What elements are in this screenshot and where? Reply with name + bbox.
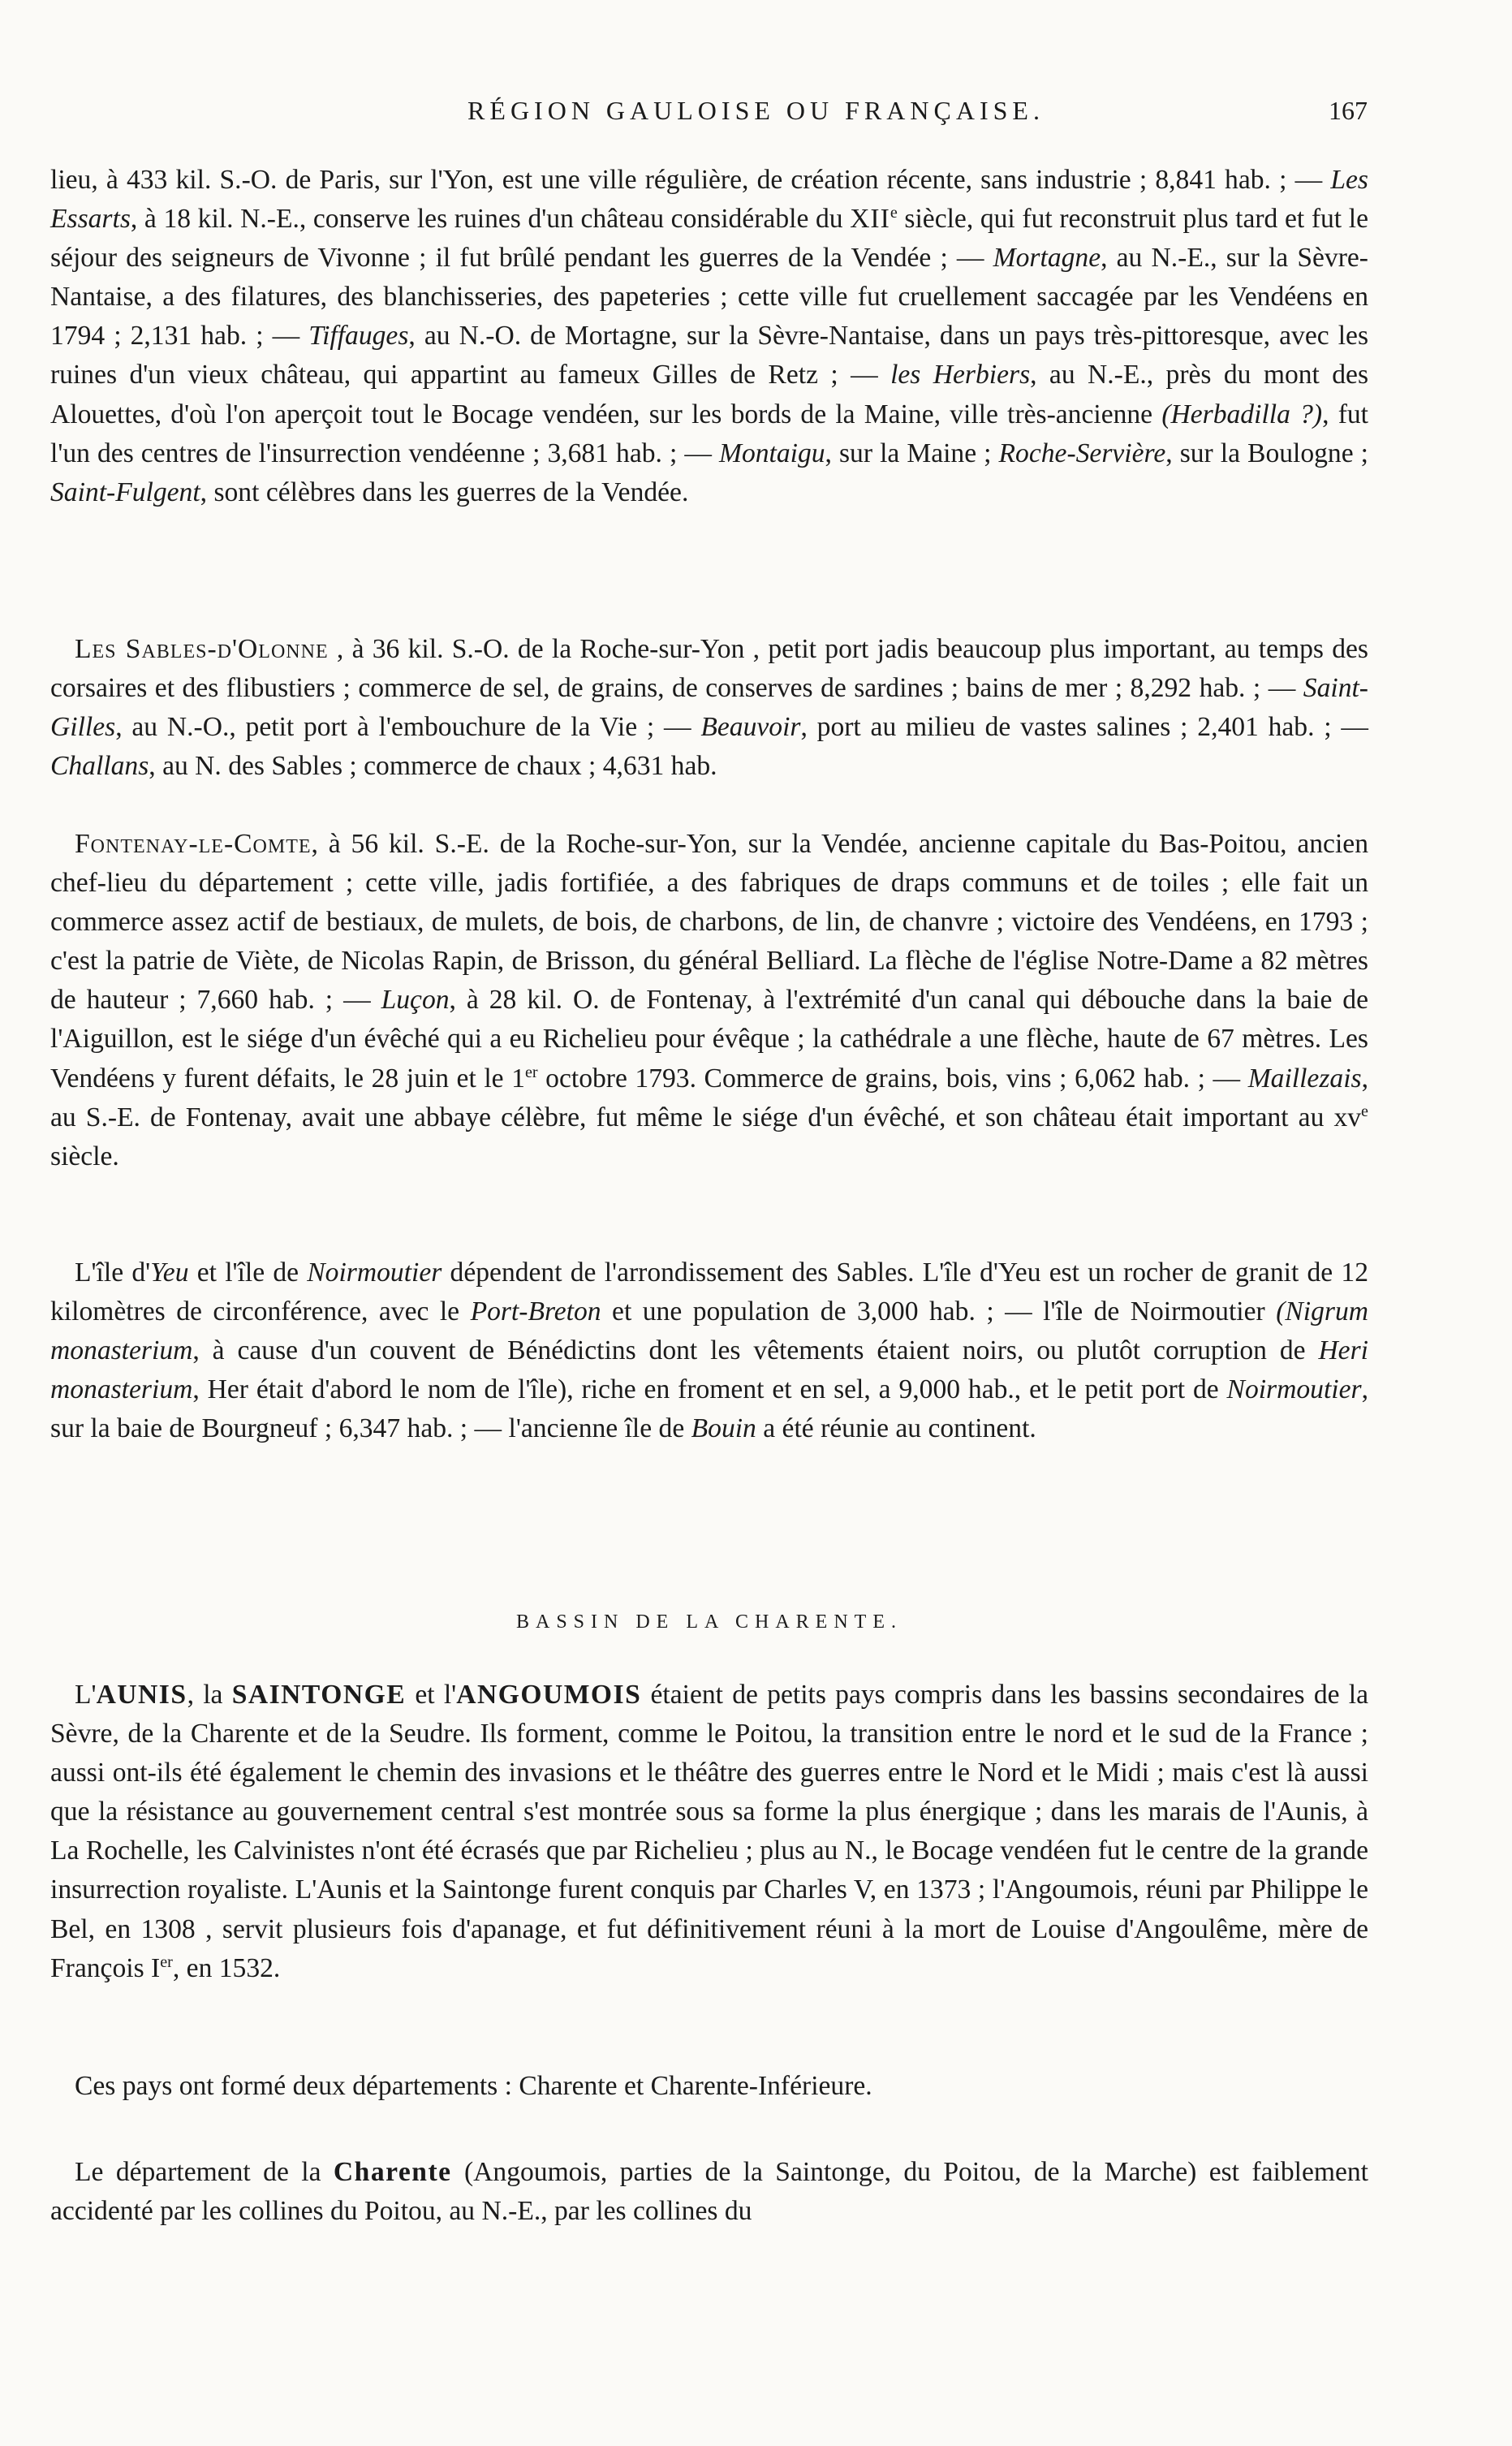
paragraph-aunis-saintonge-angoumois: L'AUNIS, la SAINTONGE et l'ANGOUMOIS étaient de petits pays compris dans les bassins secondaires de la Sèvre, de la Charente et de la Seudre. Ils forment, comme le Poitou, la transition entre le nord et le sud de la France ; aussi ont-ils été également le chemin des invasions et le théâtre des guerres entre le Nord et le Midi ; mais c'est là aussi que la résistance au gouvernement central s'est montrée sous sa forme la plus énergique ; dans les marais de l'Aunis, à La Rochelle, les Calvinistes n'ont été écrasés que par Richelieu ; plus au N., le Bocage vendéen fut le centre de la grande insurrection royaliste. L'Aunis et la Saintonge furent conquis par Charles V, en 1373 ; l'Angoumois, réuni par Philippe le Bel, en 1308 , servit plusieurs fois d'apanage, et fut définitivement réuni à la mort de Louise d'Angoulême, mère de François Ier, en 1532. [50,1680,1369,1983]
paragraph-charente: Le département de la Charente (Angoumois, parties de la Saintonge, du Poitou, de la Marche) est faiblement accidenté par les collines du Poitou, au N.-E., par les collines du [50,2157,1368,2227]
section-title: BASSIN DE LA CHARENTE. [515,1611,902,1633]
paragraph-islands: L'île d'Yeu et l'île de Noirmoutier dépendent de l'arrondissement des Sables. L'île d'Yeu est un rocher de granit de 12 kilomètres de circonférence, avec le Port-Breton et une population de 3,000 hab. ; — l'île de Noirmoutier (Nigrum monasterium, à cause d'un couvent de Bénédictins dont les vêtements étaient noirs, ou plutôt corruption de Heri monasterium, Her était d'abord le nom de l'île), riche en froment et en sel, a 9,000 hab., et le petit port de Noirmoutier, sur la baie de Bourgneuf ; 6,347 hab. ; — l'ancienne île de Bouin a été réunie au continent. [50,1258,1368,1444]
paragraph-departements: Ces pays ont formé deux départements : Charente et Charente-Inférieure. [75,2071,872,2101]
running-head: RÉGION GAULOISE OU FRANÇAISE. [467,96,1045,125]
paragraph-sables-dolonne: Les Sables-d'Olonne , à 36 kil. S.-O. de la Roche-sur-Yon , petit port jadis beaucoup plus important, au temps des corsaires et des flibustiers ; commerce de sel, de grains, de conserves de sardines ; bains de mer ; 8,292 hab. ; — Saint-Gilles, au N.-O., petit port à l'embouchure de la Vie ; — Beauvoir, port au milieu de vastes salines ; 2,401 hab. ; — Challans, au N. des Sables ; commerce de chaux ; 4,631 hab. [50,634,1368,782]
paragraph-vendee-towns: lieu, à 433 kil. S.-O. de Paris, sur l'Yon, est une ville régulière, de création récente, sans industrie ; 8,841 hab. ; — Les Essarts, à 18 kil. N.-E., conserve les ruines d'un château considérable du XIIe siècle, qui fut reconstruit plus tard et fut le séjour des seigneurs de Vivonne ; il fut brûlé pendant les guerres de la Vendée ; — Mortagne, au N.-E., sur la Sèvre-Nantaise, a des filatures, des blanchisseries, des papeteries ; cette ville fut cruellement saccagée par les Vendéens en 1794 ; 2,131 hab. ; — Tiffauges, au N.-O. de Mortagne, sur la Sèvre-Nantaise, dans un pays très-pittoresque, avec les ruines d'un vieux château, qui appartint au fameux Gilles de Retz ; — les Herbiers, au N.-E., près du mont des Alouettes, d'où l'on aperçoit tout le Bocage vendéen, sur les bords de la Maine, ville très-ancienne (Herbadilla ?), fut l'un des centres de l'insurrection vendéenne ; 3,681 hab. ; — Montaigu, sur la Maine ; Roche-Servière, sur la Boulogne ; Saint-Fulgent, sont célèbres dans les guerres de la Vendée. [50,165,1369,507]
page-number: 167 [1329,96,1368,125]
paragraph-fontenay-le-comte: Fontenay-le-Comte, à 56 kil. S.-E. de la Roche-sur-Yon, sur la Vendée, ancienne capitale du Bas-Poitou, ancien chef-lieu du département ; cette ville, jadis fortifiée, a des fabriques de draps communs et de toiles ; elle fait un commerce assez actif de bestiaux, de mulets, de bois, de charbons, de lin, de chanvre ; victoire des Vendéens, en 1793 ; c'est la patrie de Viète, de Nicolas Rapin, de Brisson, du général Belliard. La flèche de l'église Notre-Dame a 82 mètres de hauteur ; 7,660 hab. ; — Luçon, à 28 kil. O. de Fontenay, à l'extrémité d'un canal qui débouche dans la baie de l'Aiguillon, est le siége d'un évêché qui a eu Richelieu pour évêque ; la cathédrale a une flèche, haute de 67 mètres. Les Vendéens y furent défaits, le 28 juin et le 1er octobre 1793. Commerce de grains, bois, vins ; 6,062 hab. ; — Maillezais, au S.-E. de Fontenay, avait une abbaye célèbre, fut même le siége d'un évêché, et son château était important au $xv^e$ siècle. [50,829,1369,1171]
page-header [0,96,1512,145]
